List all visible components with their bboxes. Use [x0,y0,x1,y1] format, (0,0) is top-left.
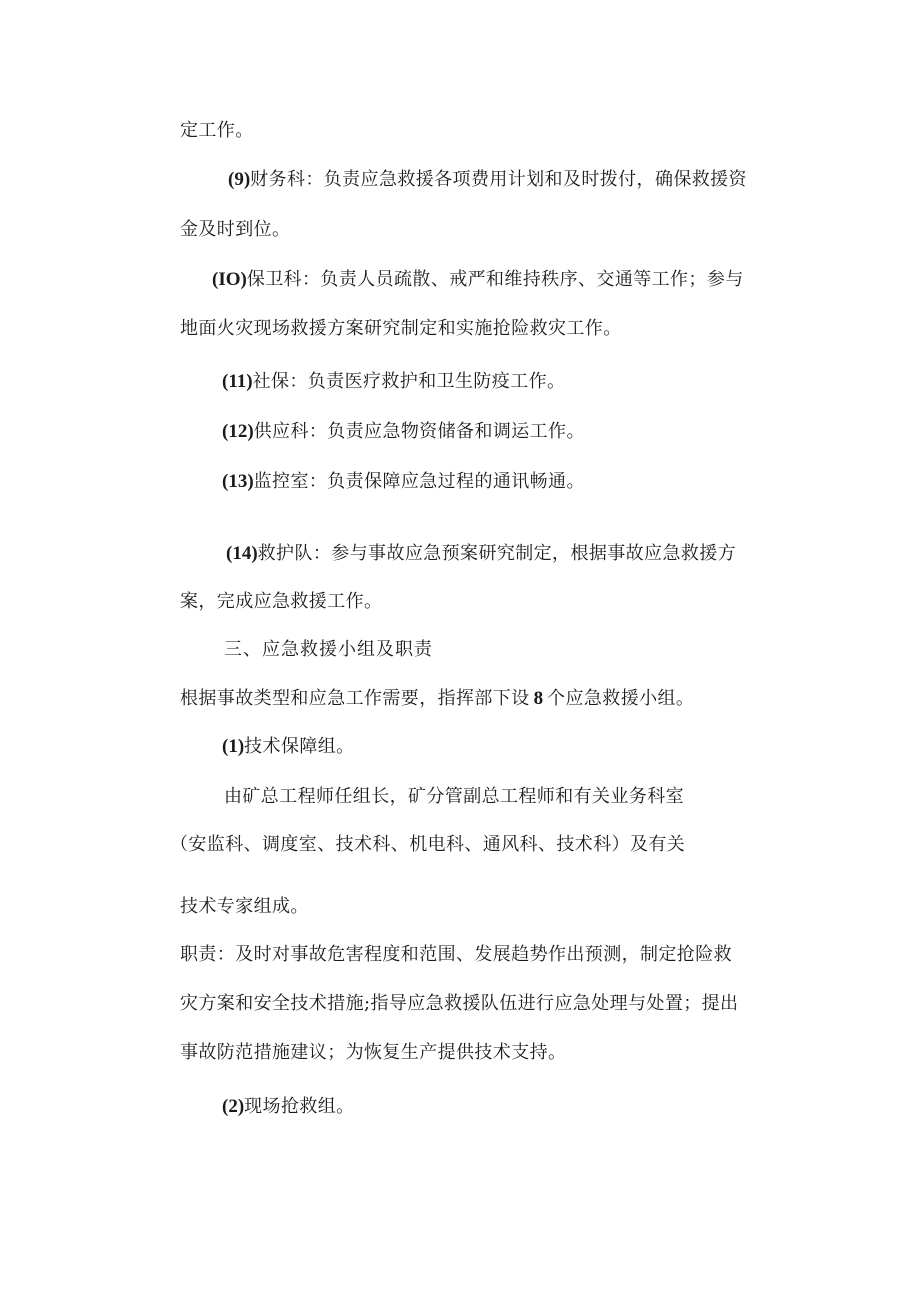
line-text: 事故防范措施建议；为恢复生产提供技术支持。 [180,1042,567,1063]
item-marker: (14) [226,543,258,564]
line-text: 监控室：负责保障应急过程的通讯畅通。 [253,471,585,492]
item-marker: (IO) [212,269,247,290]
line-text: 供应科：负责应急物资储备和调运工作。 [253,421,585,442]
text-line [180,119,254,143]
line-text: 个应急救援小组。 [547,688,695,709]
list-item-14 [226,542,736,566]
line-text: 三、应急救援小组及职责 [224,639,433,660]
line-text: 保卫科：负责人员疏散、戒严和维持秩序、交通等工作；参与 [246,269,744,290]
line-text: （安监科、调度室、技术科、机电科、通风科、技术科）及有关 [170,834,686,855]
line-text: 案，完成应急救援工作。 [180,591,383,612]
item-marker: (13) [222,471,254,492]
list-item-2 [222,1095,355,1119]
list-item-13 [222,470,585,494]
group-count: 8 [533,688,544,709]
text-line [180,1041,566,1065]
item-marker: (2) [222,1096,245,1117]
text-line [180,317,622,341]
line-text: 定工作。 [180,120,254,141]
line-text: 由矿总工程师任组长，矿分管副总工程师和有关业务科室 [224,786,684,807]
item-marker: (11) [222,371,253,392]
list-item-1 [222,735,355,759]
list-item-11 [222,370,565,394]
text-line [180,687,694,711]
line-text: 技术保障组。 [244,736,355,757]
text-line [180,992,738,1016]
line-text: 职责：及时对事故危害程度和范围、发展趋势作出预测，制定抢险救 [180,944,732,965]
item-marker: (1) [222,736,245,757]
text-line [224,785,684,809]
text-line [180,895,309,919]
text-line [170,833,685,857]
text-line [180,218,290,242]
line-text: 社保：负责医疗救护和卫生防疫工作。 [252,371,566,392]
line-text: 灾方案和安全技术措施;指导应急救援队伍进行应急处理与处置；提出 [180,993,739,1014]
list-item-12 [222,420,585,444]
line-text: 现场抢救组。 [244,1096,355,1117]
line-text: 根据事故类型和应急工作需要，指挥部下设 [180,688,530,709]
line-text: 救护队：参与事故应急预案研究制定，根据事故应急救援方 [257,543,737,564]
line-text: 金及时到位。 [180,219,291,240]
section-heading [224,638,433,662]
line-text: 地面火灾现场救援方案研究制定和实施抢险救灾工作。 [180,318,622,339]
list-item-9 [228,168,747,192]
line-text: 技术专家组成。 [180,896,309,917]
line-text: 财务科：负责应急救援各项费用计划和及时拨付，确保救援资 [250,169,747,190]
text-line [180,590,382,614]
text-line [180,943,732,967]
item-marker: (9) [228,169,251,190]
list-item-10 [212,268,744,292]
item-marker: (12) [222,421,254,442]
